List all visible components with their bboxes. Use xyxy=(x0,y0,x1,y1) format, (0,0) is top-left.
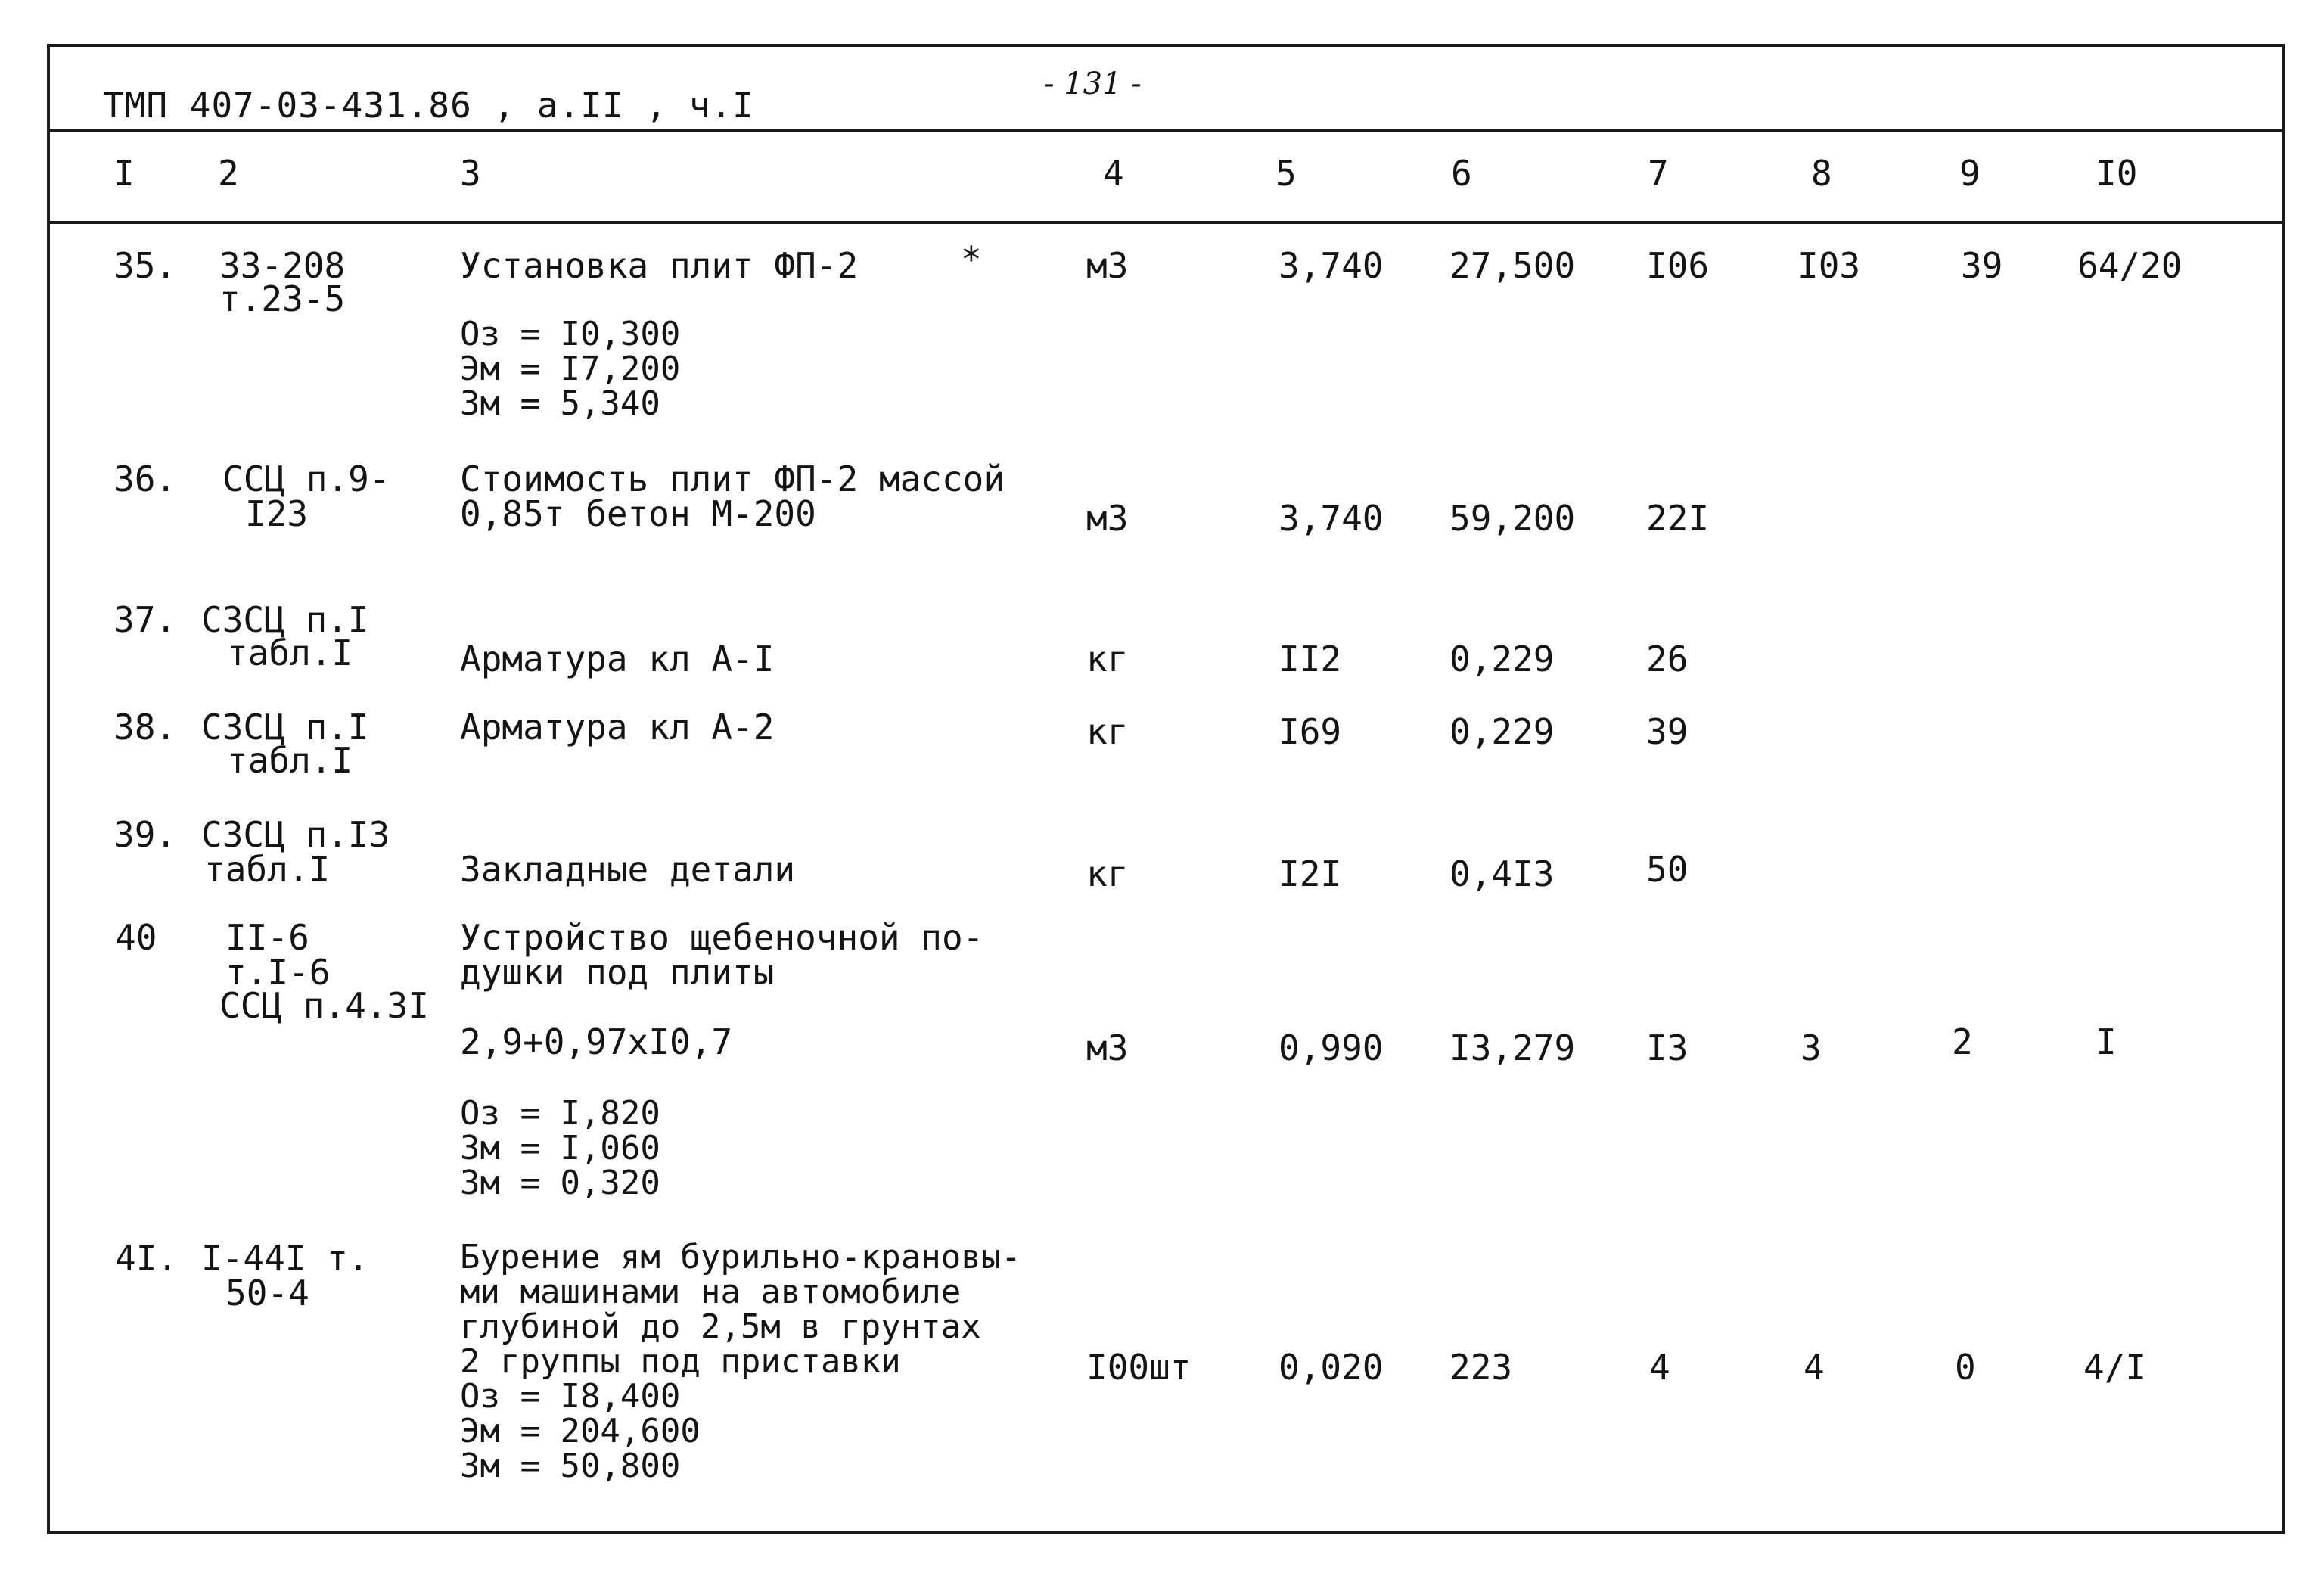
work-description: ми машинами на автомобиле xyxy=(460,1273,962,1311)
volume-calculation: 2,9+0,97хI0,7 xyxy=(460,1021,733,1062)
total-cost: 50 xyxy=(1646,849,1689,890)
norm-code: I23 xyxy=(245,493,309,534)
work-description: 2 группы под приставки xyxy=(460,1342,901,1381)
col9-value: 39 xyxy=(1961,245,2003,286)
mark-asterisk: * xyxy=(961,239,982,280)
norm-code: СЗСЦ п.I3 xyxy=(201,814,390,855)
column-header: 9 xyxy=(1959,153,1981,194)
work-description: душки под плиты xyxy=(460,952,775,993)
norm-code: 33-208 xyxy=(219,245,346,286)
page-number: - 131 - xyxy=(1044,67,1142,101)
unit: кг xyxy=(1086,711,1129,752)
header-rule xyxy=(47,129,2285,132)
col8-value: 3 xyxy=(1800,1027,1822,1068)
column-header: 8 xyxy=(1811,153,1832,194)
cost-formula: Эм = I7,200 xyxy=(460,350,681,388)
col9-value: 2 xyxy=(1952,1021,1973,1062)
unit-price: 0,229 xyxy=(1449,711,1555,752)
cost-formula: Оз = I0,300 xyxy=(460,315,681,353)
document-code: ТМП 407-03-431.86 , а.II , ч.I xyxy=(103,85,754,126)
col10-value: I xyxy=(2096,1021,2117,1062)
document-frame xyxy=(47,44,2285,1534)
work-description: Бурение ям бурильно-крановы- xyxy=(460,1238,1021,1276)
work-description: глубиной до 2,5м в грунтах xyxy=(460,1307,981,1346)
total-cost: I3 xyxy=(1646,1027,1689,1068)
col8-value: I03 xyxy=(1797,245,1861,286)
norm-code: табл.I xyxy=(204,849,331,890)
cost-formula: Оз = I8,400 xyxy=(460,1377,681,1416)
unit: кг xyxy=(1086,639,1129,679)
cost-formula: Оз = I,820 xyxy=(460,1094,660,1133)
row-number: 40 xyxy=(115,917,157,958)
row-number: 39. xyxy=(113,814,177,855)
row-number: 35. xyxy=(113,245,177,286)
quantity: II2 xyxy=(1279,639,1342,679)
norm-code: I-44I т. xyxy=(201,1238,369,1279)
column-header: 6 xyxy=(1451,153,1472,194)
total-cost: 39 xyxy=(1646,711,1689,752)
total-cost: 26 xyxy=(1646,639,1689,679)
norm-code: табл.I xyxy=(227,633,353,673)
column-header: 2 xyxy=(218,153,239,194)
col9-value: 0 xyxy=(1955,1347,1976,1388)
row-number: 4I. xyxy=(115,1238,179,1279)
col10-value: 64/20 xyxy=(2077,245,2183,286)
quantity: 0,990 xyxy=(1279,1027,1384,1068)
norm-code: СЗСЦ п.I xyxy=(201,707,369,748)
col10-value: 4/I xyxy=(2083,1347,2147,1388)
unit: м3 xyxy=(1086,498,1129,539)
work-description: Закладные детали xyxy=(460,849,796,890)
row-number: 36. xyxy=(113,459,177,499)
cost-formula: Зм = 5,340 xyxy=(460,384,660,423)
work-description: Стоимость плит ФП-2 массой xyxy=(460,459,1005,499)
total-cost: I06 xyxy=(1646,245,1710,286)
unit-price: 0,4I3 xyxy=(1449,853,1555,894)
unit-price: 0,229 xyxy=(1449,639,1555,679)
total-cost: 22I xyxy=(1646,498,1710,539)
work-description: 0,85т бетон М-200 xyxy=(460,493,816,534)
column-header: 5 xyxy=(1275,153,1297,194)
work-description: Арматура кл А-I xyxy=(460,639,775,679)
unit: м3 xyxy=(1086,1027,1129,1068)
norm-code: т.I-6 xyxy=(225,952,331,993)
cost-formula: Эм = 204,600 xyxy=(460,1412,701,1450)
column-header: 4 xyxy=(1103,153,1124,194)
quantity: 3,740 xyxy=(1279,498,1384,539)
unit-price: 59,200 xyxy=(1449,498,1576,539)
quantity: I69 xyxy=(1279,711,1342,752)
quantity: 3,740 xyxy=(1279,245,1384,286)
quantity: 0,020 xyxy=(1279,1347,1384,1388)
cost-formula: Зм = I,060 xyxy=(460,1129,660,1167)
work-description: Устройство щебеночной по- xyxy=(460,917,984,958)
column-header: I0 xyxy=(2096,153,2138,194)
unit-price: 27,500 xyxy=(1449,245,1576,286)
unit: кг xyxy=(1086,853,1129,894)
column-header: I xyxy=(113,153,135,194)
norm-code: 50-4 xyxy=(225,1273,309,1313)
column-header: 3 xyxy=(460,153,481,194)
unit-price: 223 xyxy=(1449,1347,1513,1388)
unit: м3 xyxy=(1086,245,1129,286)
work-description: Установка плит ФП-2 xyxy=(460,245,859,286)
norm-code: СЗСЦ п.I xyxy=(201,599,369,640)
row-number: 38. xyxy=(113,707,177,748)
norm-code: ССЦ п.9- xyxy=(222,459,390,499)
cost-formula: Зм = 50,800 xyxy=(460,1447,681,1485)
col8-value: 4 xyxy=(1804,1347,1825,1388)
work-description: Арматура кл А-2 xyxy=(460,707,775,748)
quantity: I2I xyxy=(1279,853,1342,894)
cost-formula: Зм = 0,320 xyxy=(460,1164,660,1202)
column-header-rule xyxy=(47,221,2285,224)
unit: I00шт xyxy=(1086,1347,1192,1388)
norm-code: т.23-5 xyxy=(219,278,346,319)
column-header: 7 xyxy=(1648,153,1669,194)
row-number: 37. xyxy=(113,599,177,640)
norm-code: II-6 xyxy=(225,917,309,958)
total-cost: 4 xyxy=(1649,1347,1670,1388)
norm-code: табл.I xyxy=(227,740,353,781)
norm-code: ССЦ п.4.3I xyxy=(219,985,429,1026)
unit-price: I3,279 xyxy=(1449,1027,1576,1068)
